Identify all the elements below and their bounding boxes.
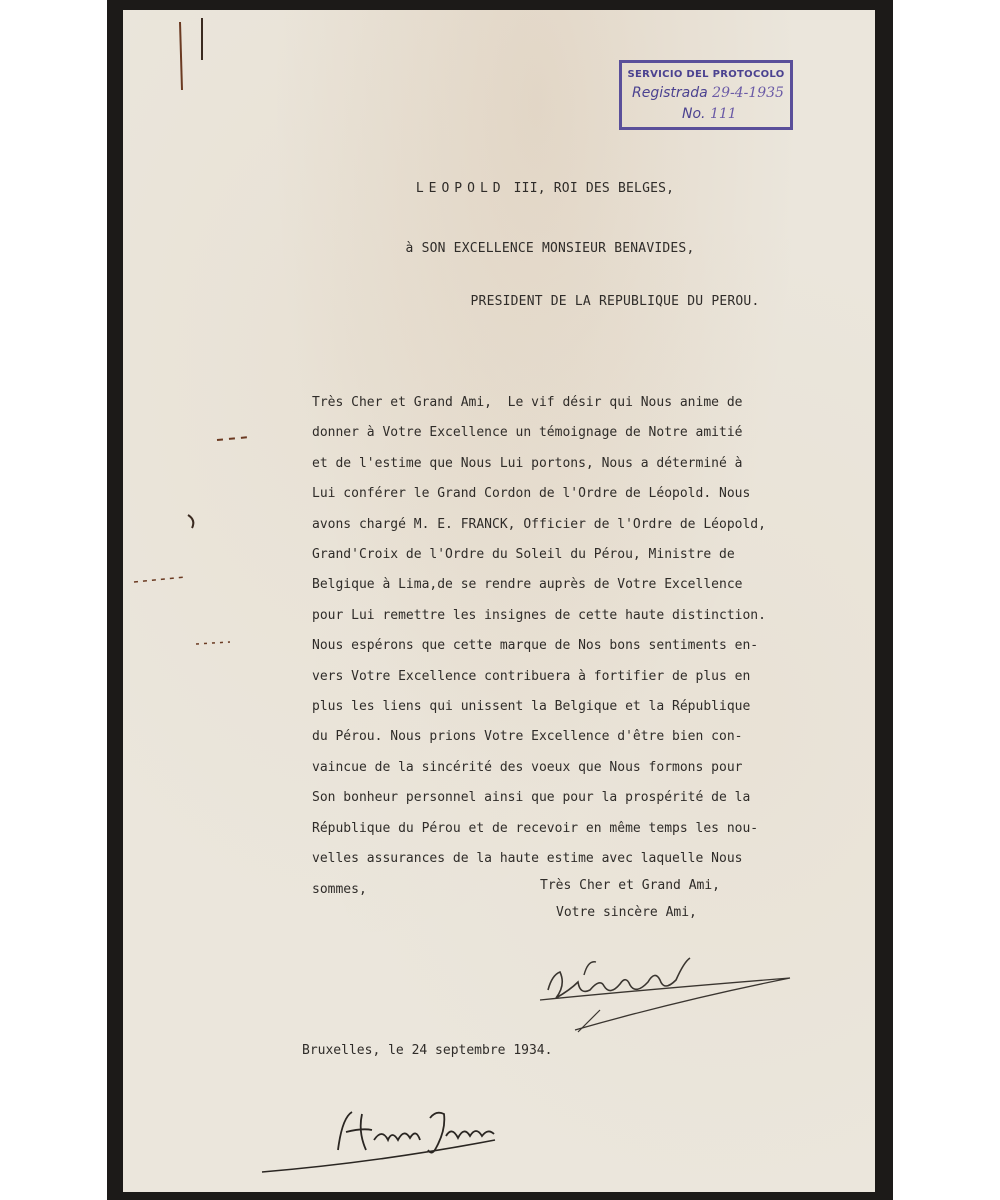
body-line: donner à Votre Excellence un témoignage de Notre amitié: [312, 425, 743, 441]
closing-salutation: Très Cher et Grand Ami,: [540, 878, 721, 893]
body-line: du Pérou. Nous prions Votre Excellence d'être bien con-: [312, 729, 743, 745]
body-line: velles assurances de la haute estime avec laquelle Nous: [312, 851, 743, 867]
body-line: avons chargé M. E. FRANCK, Officier de l'Ordre de Léopold,: [312, 516, 766, 532]
body-line: République du Pérou et de recevoir en même temps les nou-: [312, 820, 759, 836]
body-line: Son bonheur personnel ainsi que pour la prospérité de la: [312, 790, 751, 806]
body-line: et de l'estime que Nous Lui portons, Nous a déterminé à: [312, 455, 743, 471]
protocol-stamp: [619, 60, 793, 130]
body-line: Très Cher et Grand Ami, Le vif désir qui Nous anime de: [312, 395, 743, 410]
place-and-date: Bruxelles, le 24 septembre 1934.: [302, 1043, 553, 1058]
stamp-title: SERVICIO DEL PROTOCOLO: [627, 69, 785, 80]
recipient-heading: à SON EXCELLENCE MONSIEUR BENAVIDES,: [405, 241, 695, 256]
stamp-number: [682, 106, 737, 122]
body-line: Nous espérons que cette marque de Nos bons sentiments en-: [312, 638, 759, 654]
body-line: vers Votre Excellence contribuera à fortifier de plus en: [312, 668, 751, 684]
body-line: vaincue de la sincérité des voeux que Nous formons pour: [312, 759, 743, 775]
stamp-number-value: 111: [709, 106, 737, 122]
stamp-registered-label: Registrada: [632, 85, 708, 101]
letter-body: [312, 388, 832, 905]
body-line: sommes,: [312, 881, 367, 897]
body-line: plus les liens qui unissent la Belgique et la République: [312, 699, 751, 715]
stamp-number-label: No.: [682, 106, 706, 122]
stamp-registered-date: 29-4-1935: [712, 85, 784, 101]
sender-title: III, ROI DES BELGES,: [513, 181, 675, 196]
sender-heading: [45, 181, 1000, 196]
closing-signoff: Votre sincère Ami,: [556, 905, 697, 920]
body-line: Lui conférer le Grand Cordon de l'Ordre de Léopold. Nous: [312, 486, 751, 502]
sender-name: LEOPOLD: [415, 181, 506, 196]
stamp-registered: [632, 85, 784, 101]
body-line: Belgique à Lima,de se rendre auprès de Votre Excellence: [312, 577, 743, 593]
body-line: Grand'Croix de l'Ordre du Soleil du Pérou, Ministre de: [312, 547, 735, 563]
recipient-title: PRESIDENT DE LA REPUBLIQUE DU PEROU.: [470, 294, 760, 309]
body-line: pour Lui remettre les insignes de cette haute distinction.: [312, 607, 766, 623]
